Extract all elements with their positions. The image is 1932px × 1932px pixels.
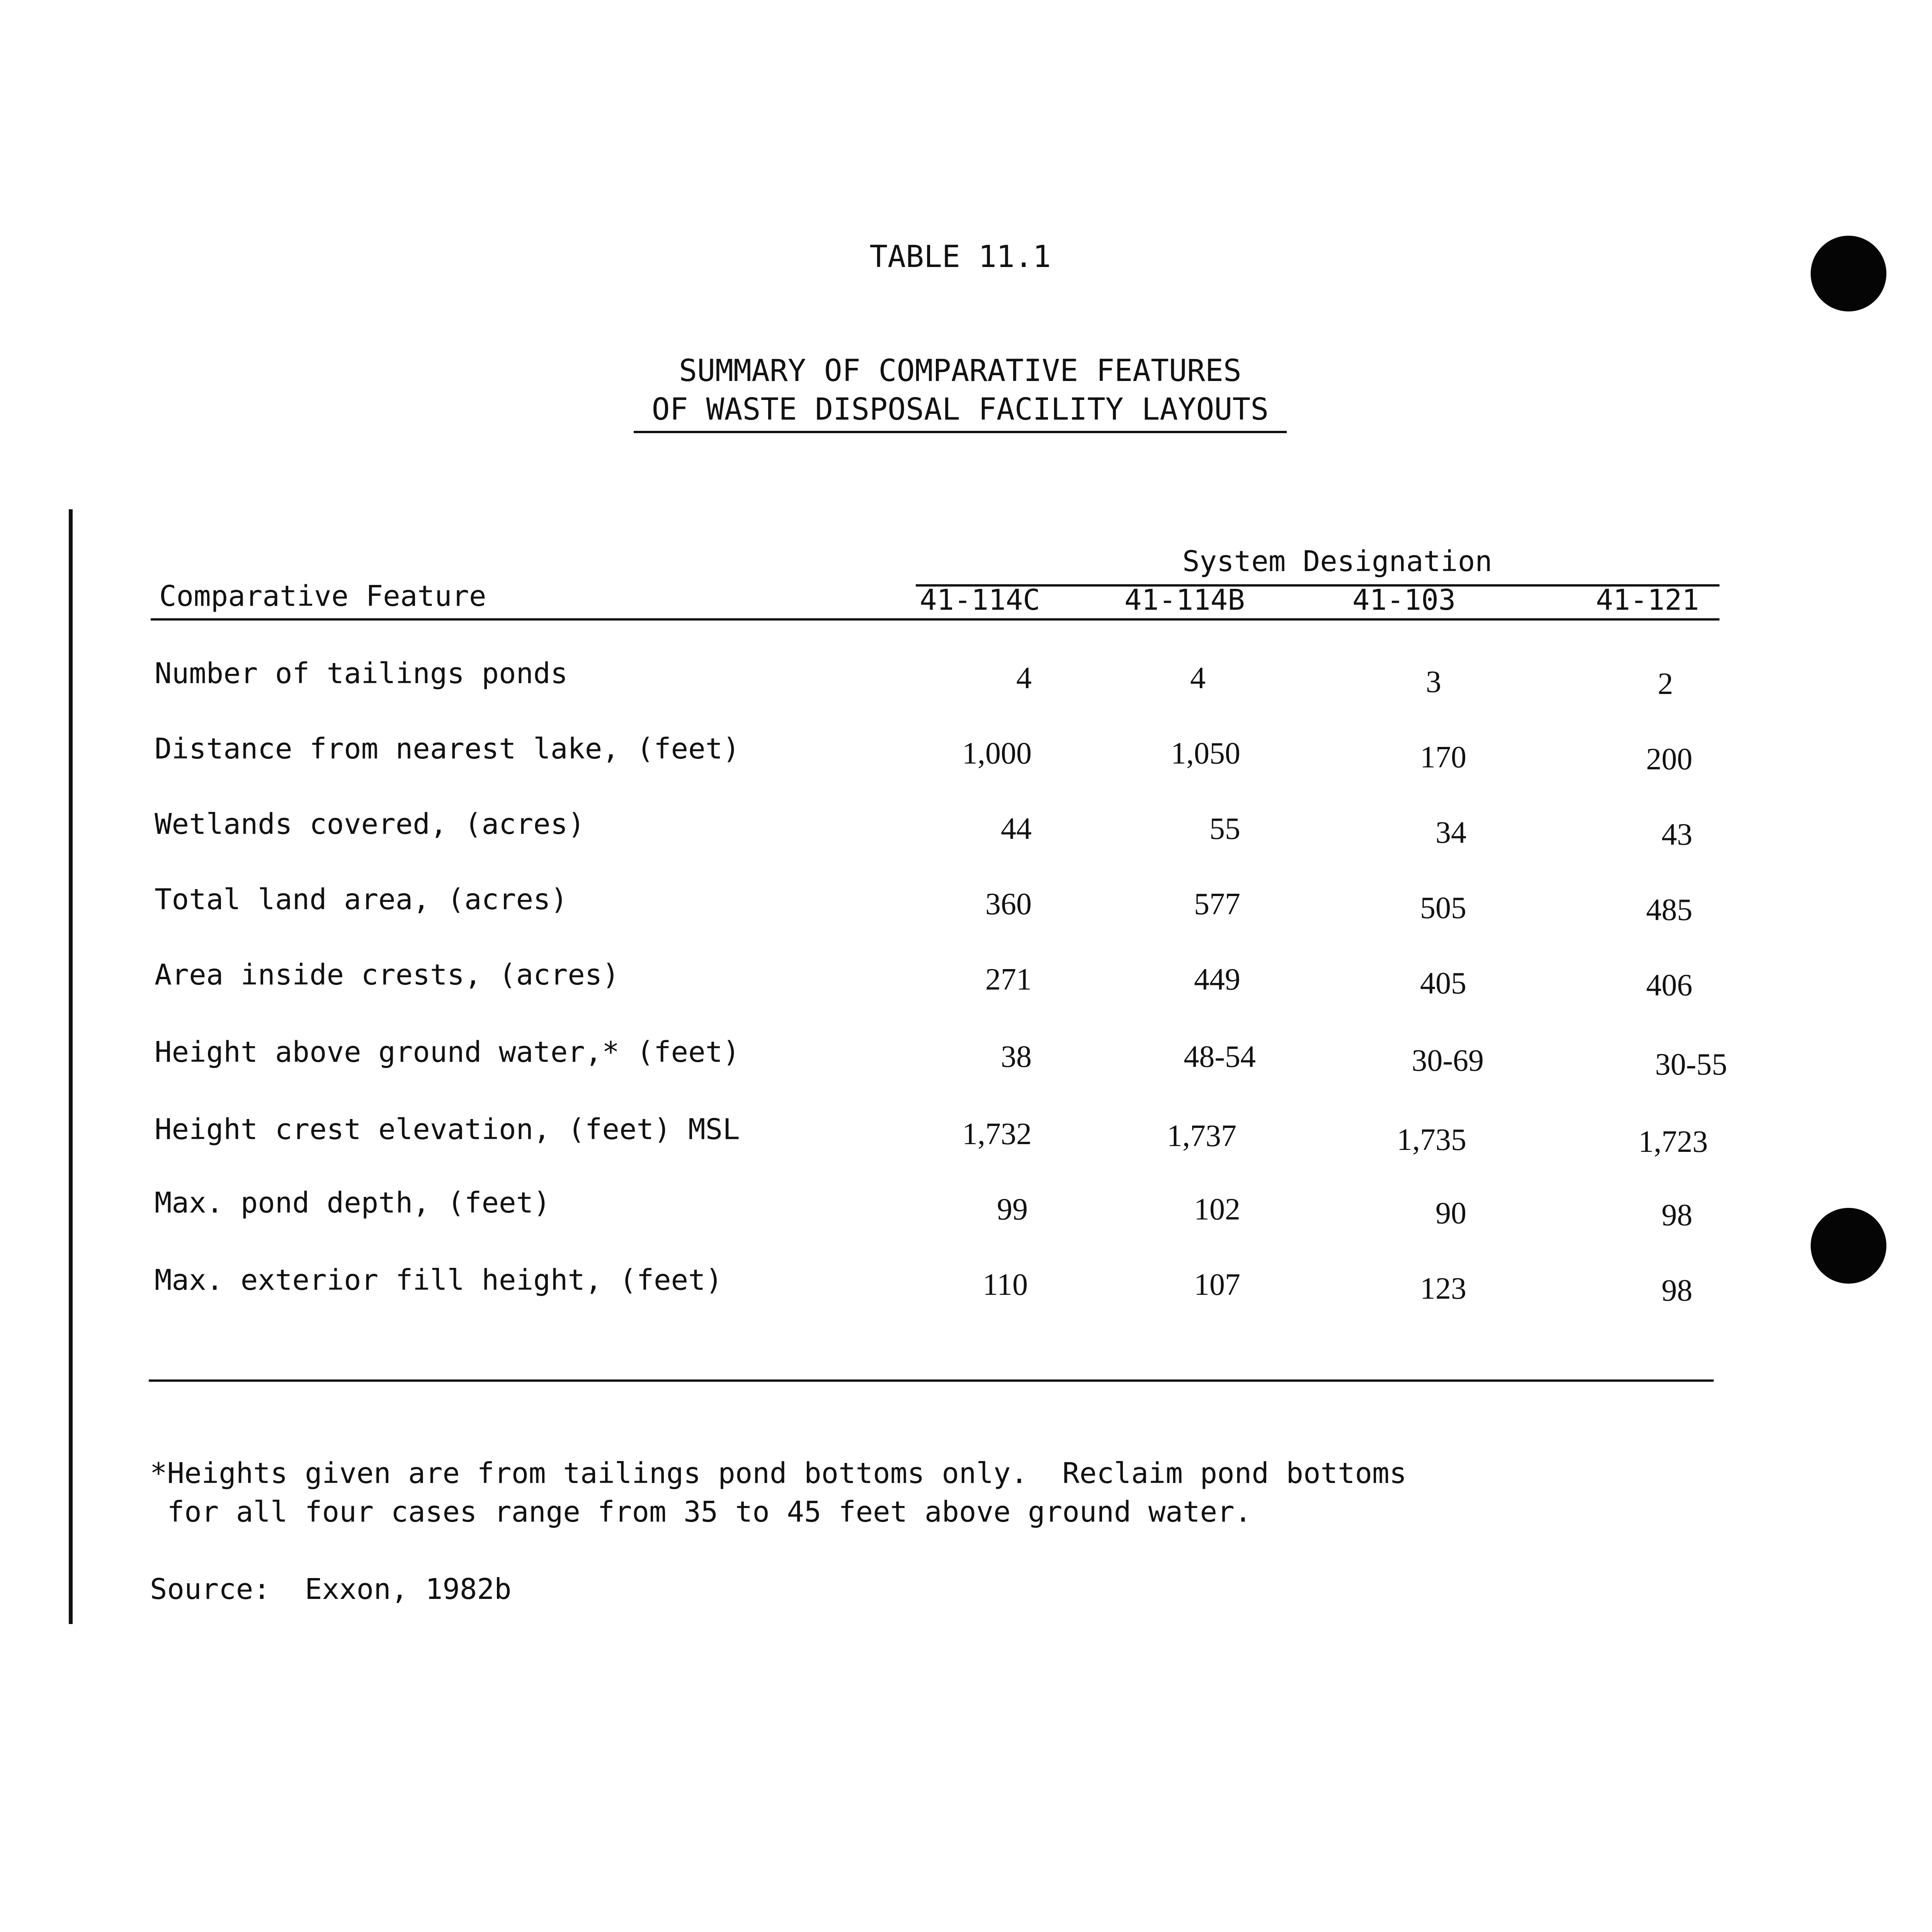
value-cell: 449 — [1194, 963, 1240, 997]
value-cell: 98 — [1662, 1198, 1692, 1232]
value-cell: 4 — [1016, 661, 1032, 695]
value-cell: 3 — [1426, 665, 1441, 699]
value-cell: 30-55 — [1655, 1048, 1727, 1082]
value-cell: 38 — [1001, 1040, 1032, 1074]
column-header-41-121: 41-121 — [1596, 583, 1699, 617]
table-title-line-1: SUMMARY OF COMPARATIVE FEATURES — [679, 354, 1242, 388]
value-cell: 1,735 — [1397, 1123, 1466, 1157]
feature-cell: Total land area, (acres) — [155, 883, 568, 916]
value-cell: 1,050 — [1171, 736, 1240, 770]
value-cell: 48-54 — [1184, 1040, 1256, 1074]
value-cell: 4 — [1190, 661, 1206, 695]
value-cell: 123 — [1420, 1272, 1466, 1306]
value-cell: 1,737 — [1167, 1119, 1236, 1153]
value-cell: 1,723 — [1638, 1125, 1708, 1159]
feature-cell: Wetlands covered, (acres) — [155, 808, 585, 841]
table-title-line-2: OF WASTE DISPOSAL FACILITY LAYOUTS — [651, 392, 1269, 427]
title-underline — [634, 431, 1287, 433]
value-cell: 505 — [1420, 891, 1466, 925]
feature-cell: Height crest elevation, (feet) MSL — [155, 1113, 740, 1146]
column-header-41-103: 41-103 — [1352, 583, 1456, 617]
footnote-line-2: for all four cases range from 35 to 45 feet above ground water. — [150, 1495, 1252, 1529]
value-cell: 485 — [1646, 893, 1692, 927]
value-cell: 110 — [982, 1268, 1028, 1302]
value-cell: 44 — [1001, 812, 1032, 846]
value-cell: 30-69 — [1412, 1044, 1484, 1078]
feature-cell: Height above ground water,* (feet) — [155, 1036, 740, 1069]
value-cell: 99 — [997, 1192, 1028, 1226]
value-cell: 406 — [1646, 968, 1692, 1002]
value-cell: 90 — [1435, 1196, 1466, 1230]
value-cell: 34 — [1435, 816, 1466, 850]
value-cell: 577 — [1194, 887, 1240, 921]
header-rule — [151, 618, 1719, 621]
value-cell: 2 — [1658, 667, 1673, 701]
value-cell: 360 — [985, 887, 1032, 921]
value-cell: 107 — [1194, 1268, 1240, 1302]
binder-hole-icon — [1811, 236, 1886, 311]
feature-column-header: Comparative Feature — [159, 580, 486, 613]
value-cell: 43 — [1662, 818, 1692, 852]
column-header-41-114c: 41-114C — [920, 583, 1040, 617]
value-cell: 200 — [1646, 742, 1692, 776]
binder-hole-icon — [1811, 1208, 1886, 1284]
feature-cell: Area inside crests, (acres) — [155, 958, 619, 992]
feature-cell: Distance from nearest lake, (feet) — [155, 732, 740, 765]
value-cell: 102 — [1194, 1192, 1240, 1226]
value-cell: 271 — [985, 963, 1032, 997]
column-header-41-114b: 41-114B — [1124, 583, 1245, 617]
source-note: Source: Exxon, 1982b — [150, 1573, 512, 1606]
footnote-line-1: *Heights given are from tailings pond bottoms only. Reclaim pond bottoms — [150, 1457, 1407, 1490]
value-cell: 1,000 — [962, 736, 1032, 770]
margin-change-bar — [69, 509, 73, 1624]
table-bottom-rule — [149, 1379, 1714, 1382]
value-cell: 170 — [1420, 740, 1466, 774]
table-number: TABLE 11.1 — [869, 240, 1051, 274]
value-cell: 98 — [1662, 1274, 1692, 1308]
feature-cell: Max. pond depth, (feet) — [155, 1186, 551, 1219]
value-cell: 55 — [1209, 812, 1240, 846]
value-cell: 1,732 — [962, 1117, 1032, 1151]
system-designation-header: System Designation — [1182, 545, 1492, 578]
value-cell: 405 — [1420, 966, 1466, 1000]
feature-cell: Max. exterior fill height, (feet) — [155, 1264, 723, 1297]
feature-cell: Number of tailings ponds — [155, 657, 568, 690]
